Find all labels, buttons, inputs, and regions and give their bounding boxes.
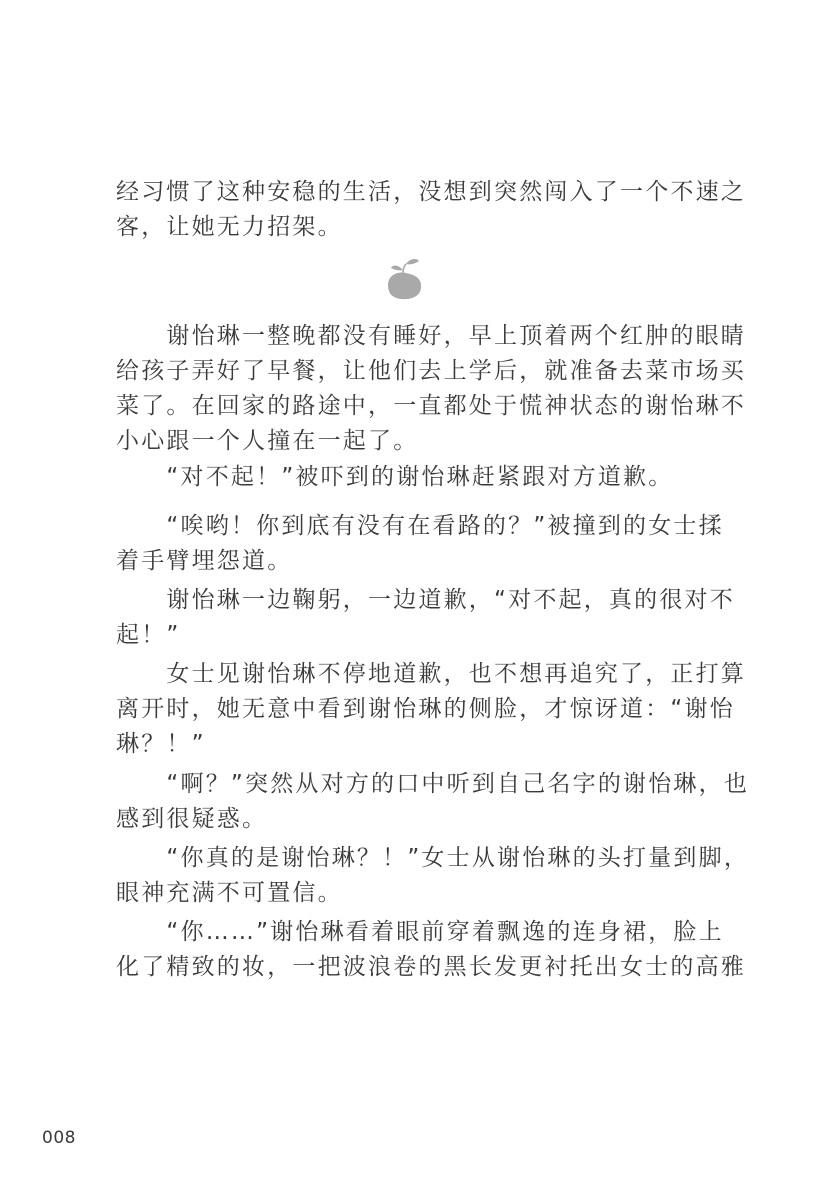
- paragraph: [116, 767, 750, 837]
- text-line: “你……”谢怡琳看着眼前穿着飘逸的连身裙，脸上: [116, 919, 724, 945]
- paragraph: [116, 319, 746, 459]
- text-line: 起！”: [116, 622, 181, 648]
- text-line: 离开时，她无意中看到谢怡琳的侧脸，才惊讶道：“谢怡: [116, 696, 735, 722]
- text-line: “你真的是谢怡琳？！”女士从谢怡琳的头打量到脚，: [116, 845, 750, 871]
- text-line: “啊？”突然从对方的口中听到自己名字的谢怡琳，也: [116, 771, 750, 797]
- text-line: 着手臂埋怨道。: [116, 548, 293, 574]
- paragraph: [116, 460, 706, 495]
- text-line: 客，让她无力招架。: [116, 214, 343, 240]
- paragraph: [116, 841, 750, 911]
- text-line: 经习惯了这种安稳的生活，没想到突然闯入了一个不速之: [116, 179, 746, 205]
- text-line: 化了精致的妆，一把波浪卷的黑长发更衬托出女士的高雅: [116, 954, 746, 980]
- paragraph: [116, 583, 735, 653]
- page-number: 008: [42, 1128, 76, 1148]
- text-line: 女士见谢怡琳不停地道歉，也不想再追究了，正打算: [116, 661, 746, 687]
- text-line: “唉哟！你到底有没有在看路的？”被撞到的女士揉: [116, 513, 724, 539]
- seedling-sprout-icon: [382, 255, 426, 303]
- text-line: “对不起！”被吓到的谢怡琳赶紧跟对方道歉。: [116, 464, 674, 490]
- text-line: 眼神充满不可置信。: [116, 880, 343, 906]
- paragraph: [116, 509, 724, 579]
- text-line: 谢怡琳一整晚都没有睡好，早上顶着两个红肿的眼睛: [116, 323, 746, 349]
- text-line: 感到很疑惑。: [116, 806, 268, 832]
- paragraph-continuation: [116, 175, 746, 245]
- text-line: 谢怡琳一边鞠躬，一边道歉，“对不起，真的很对不: [116, 587, 735, 613]
- text-line: 琳？！”: [116, 731, 206, 757]
- text-line: 小心跟一个人撞在一起了。: [116, 428, 419, 454]
- paragraph: [116, 915, 746, 985]
- text-line: 给孩子弄好了早餐，让他们去上学后，就准备去菜市场买: [116, 358, 746, 384]
- text-line: 菜了。在回家的路途中，一直都处于慌神状态的谢怡琳不: [116, 393, 746, 419]
- paragraph: [116, 657, 746, 762]
